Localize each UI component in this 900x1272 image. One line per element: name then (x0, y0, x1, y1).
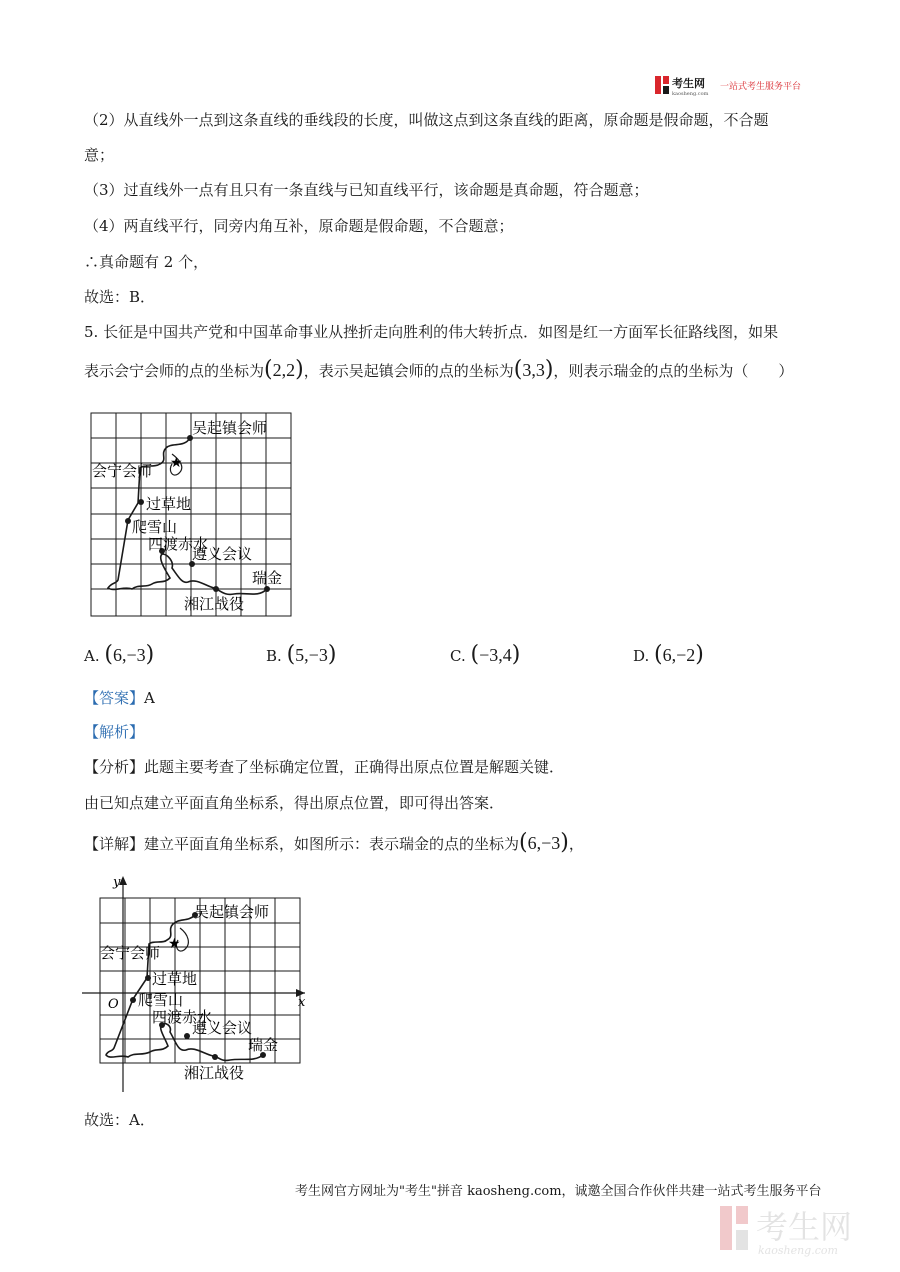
kaosheng-logo-icon (655, 74, 815, 98)
label2-caodi: 过草地 (152, 970, 198, 988)
paren: ( (264, 357, 273, 382)
fenxi-text: 此题主要考查了坐标确定位置，正确得出原点位置是解题关键． (144, 758, 565, 776)
paren: ( (104, 642, 113, 667)
paren: ) (327, 642, 337, 667)
option-b (266, 642, 337, 667)
label-ruijin: 瑞金 (252, 569, 283, 587)
q5-l2-c: ，则表示瑞金的点的坐标为（ ） (553, 362, 794, 380)
fenxi-text2: 由已知点建立平面直角坐标系，得出原点位置，即可得出答案． (84, 794, 505, 812)
xiangjie-line (84, 830, 584, 855)
huining-star-icon-2: ★ (168, 936, 181, 952)
watermark-en: kaosheng.com (758, 1244, 838, 1257)
xiangjiang-point-2 (212, 1054, 218, 1060)
label2-ruijin: 瑞金 (248, 1036, 279, 1054)
huining-star-icon: ★ (170, 455, 183, 471)
paren: ) (544, 357, 554, 382)
xiangjiang-point (213, 586, 219, 592)
xiangjie-coord: 6,−3 (527, 833, 561, 853)
caodi-point-2 (145, 975, 151, 981)
paren: ( (654, 642, 663, 667)
paren: ) (695, 642, 704, 667)
option-b-value: 5,−3 (295, 645, 328, 665)
xiangjie-end: ， (568, 835, 584, 853)
option-d (633, 642, 704, 667)
label-wuqi: 吴起镇会师 (192, 419, 268, 437)
label2-xueshan: 爬雪山 (138, 991, 184, 1009)
paren: ) (145, 642, 155, 667)
long-march-map-with-axes (80, 872, 310, 1097)
paren: ) (511, 642, 521, 667)
header-logo (655, 74, 815, 98)
prev-line3: （3）过直线外一点有且只有一条直线与已知直线平行，该命题是真命题，符合题意； (84, 181, 649, 199)
option-a-value: 6,−3 (112, 645, 146, 665)
paren: ( (513, 357, 523, 382)
fenxi-tag: 【分析】 (84, 758, 145, 776)
xueshan-point-2 (130, 997, 136, 1003)
x-axis-label: x (298, 995, 306, 1010)
watermark-cn: 考生网 (756, 1208, 853, 1246)
watermark (718, 1200, 888, 1260)
q5-l2-a: 表示会宁会师的点的坐标为 (84, 362, 265, 380)
option-a (84, 642, 155, 667)
xiangjie-text: 建立平面直角坐标系，如图所示：表示瑞金的点的坐标为 (144, 835, 520, 853)
answer-tag: 【答案】 (84, 689, 145, 707)
label2-xiangjiang: 湘江战役 (184, 1064, 245, 1082)
fenxi-line (84, 757, 564, 777)
xueshan-point (125, 518, 131, 524)
coord-wuqi: 3,3 (522, 360, 545, 380)
label-xiangjiang: 湘江战役 (184, 595, 245, 613)
option-c-key: C. (450, 647, 466, 665)
answer-value: A (144, 689, 155, 707)
label2-zunyi: 遵义会议 (192, 1019, 253, 1037)
y-axis-label: y (113, 875, 121, 890)
long-march-map (88, 408, 293, 620)
label2-huining: 会宁会师 (100, 944, 161, 962)
zunyi-point-2 (184, 1033, 190, 1039)
label-huining: 会宁会师 (92, 462, 153, 480)
coord-huining: 2,2 (272, 360, 296, 380)
caodi-point (138, 499, 144, 505)
analysis-tag: 【解析】 (84, 723, 145, 741)
option-c-value: −3,4 (479, 645, 512, 665)
option-d-value: 6,−2 (662, 645, 696, 665)
paren: ( (286, 642, 296, 667)
option-b-key: B. (266, 647, 282, 665)
prev-answer: 故选：B． (84, 288, 156, 306)
paren: ( (519, 830, 528, 855)
label2-wuqi: 吴起镇会师 (194, 903, 270, 921)
brand-en: kaosheng.com (672, 91, 709, 97)
option-c (450, 642, 521, 667)
xiangjie-tag: 【详解】 (84, 835, 145, 853)
brand-slogan: 一站式考生服务平台 (720, 82, 802, 92)
footer-text: 考生网官方网址为"考生"拼音 kaosheng.com，诚邀全国合作伙伴共建一站式考生服务平台 (295, 1184, 822, 1199)
brand-cn: 考生网 (672, 77, 705, 90)
watermark-logo-icon (718, 1200, 888, 1260)
prev-line2a: （2）从直线外一点到这条直线的垂线段的长度，叫做这点到这条直线的距离，原命题是假命题，不合题 (84, 111, 769, 129)
q5-line2 (84, 357, 794, 382)
paren: ) (295, 357, 304, 382)
prev-conclusion: ∴真命题有 2 个， (84, 253, 209, 271)
label-xueshan: 爬雪山 (132, 518, 178, 536)
option-d-key: D. (633, 647, 650, 665)
paren: ) (560, 830, 569, 855)
label-chishui: 四渡赤水 (148, 535, 209, 553)
prev-line2b: 意； (84, 146, 115, 164)
label-zunyi: 遵义会议 (192, 545, 253, 563)
answer-line (84, 688, 155, 708)
prev-line4: （4）两直线平行，同旁内角互补，原命题是假命题，不合题意； (84, 217, 514, 235)
q5-l2-b: ，表示吴起镇会师的点的坐标为 (303, 362, 514, 380)
paren: ( (470, 642, 480, 667)
q5-line1: 5. 长征是中国共产党和中国革命事业从挫折走向胜利的伟大转折点．如图是红一方面军长征路线图，如果 (84, 323, 779, 341)
option-a-key: A. (84, 647, 100, 665)
final-answer: 故选：A． (84, 1111, 155, 1129)
label-caodi: 过草地 (146, 495, 192, 513)
label2-chishui: 四渡赤水 (152, 1008, 213, 1026)
origin-label: O (108, 997, 119, 1012)
